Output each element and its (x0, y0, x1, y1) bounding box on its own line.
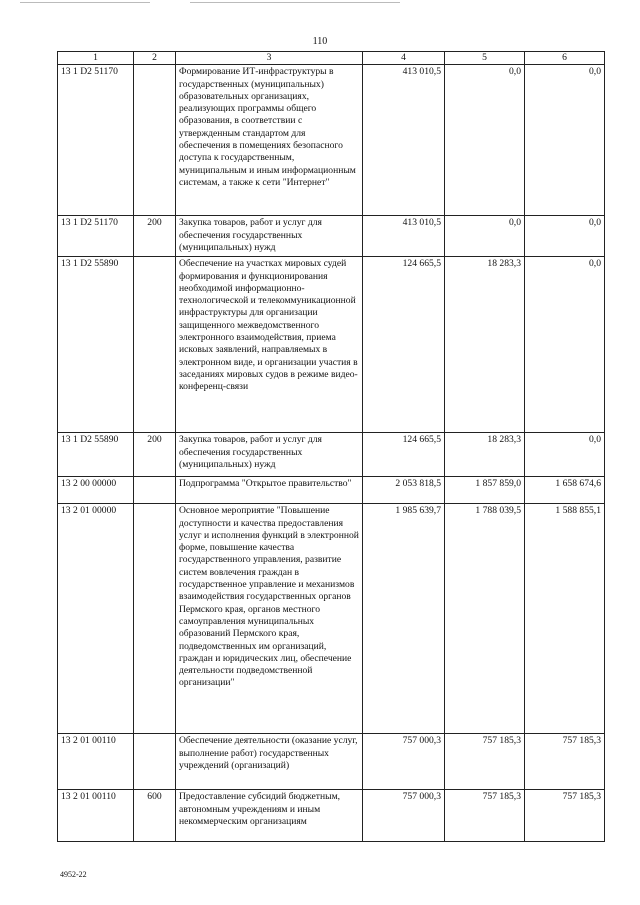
item-name-cell: Подпрограмма "Открытое правительство" (176, 477, 363, 504)
amount-year3-cell: 1 658 674,6 (525, 477, 605, 504)
item-name-cell: Обеспечение на участках мировых судей формирования и функционирования необходимой информационно-технологической и телекоммуникационной инфраструктуры для организации защищенного межведомственного электронного взаимодействия, приема исковых заявлений, направляемых в электронном виде, и организации участия в заседаниях мировых судов в режиме видео-конференц-связи (176, 257, 363, 433)
amount-year2-cell: 0,0 (445, 65, 525, 216)
table-row (58, 734, 605, 790)
col-header-1: 1 (58, 52, 134, 65)
item-name-cell: Предоставление субсидий бюджетным, автономным учреждениям и иным некоммерческим организациям (176, 790, 363, 842)
expense-type-cell (134, 257, 176, 433)
amount-year3-cell: 757 185,3 (525, 734, 605, 790)
amount-year3-cell: 0,0 (525, 216, 605, 257)
amount-year1-cell: 1 985 639,7 (363, 504, 445, 734)
col-header-3: 3 (176, 52, 363, 65)
target-code-cell: 13 1 D2 51170 (58, 65, 134, 216)
amount-year2-cell: 757 185,3 (445, 790, 525, 842)
table-row (58, 257, 605, 433)
page-number: 110 (312, 36, 328, 47)
amount-year2-cell: 1 788 039,5 (445, 504, 525, 734)
target-code-cell: 13 1 D2 51170 (58, 216, 134, 257)
amount-year3-cell: 1 588 855,1 (525, 504, 605, 734)
col-header-4: 4 (363, 52, 445, 65)
amount-year3-cell: 0,0 (525, 65, 605, 216)
table-row (58, 216, 605, 257)
target-code-cell: 13 2 01 00110 (58, 734, 134, 790)
amount-year1-cell: 757 000,3 (363, 734, 445, 790)
amount-year3-cell: 0,0 (525, 257, 605, 433)
target-code-cell: 13 1 D2 55890 (58, 433, 134, 477)
target-code-cell: 13 1 D2 55890 (58, 257, 134, 433)
item-name-cell: Закупка товаров, работ и услуг для обеспечения государственных (муниципальных) нужд (176, 433, 363, 477)
amount-year3-cell: 0,0 (525, 433, 605, 477)
amount-year1-cell: 2 053 818,5 (363, 477, 445, 504)
item-name-cell: Основное мероприятие "Повышение доступности и качества предоставления услуг и исполнения функций в электронной форме, повышение качества государственного управления, развитие систем вовлечения граждан в государственное управление и механизмов взаимодействия государственных органов Пермского края, органов местного самоуправления муниципальных образований Пермского края, подведомственных им организаций, граждан и юридических лиц, обеспечение деятельности подведомственной организации" (176, 504, 363, 734)
column-number-row (58, 52, 605, 65)
scan-crop-mark (190, 2, 400, 3)
amount-year2-cell: 18 283,3 (445, 257, 525, 433)
expense-type-cell (134, 734, 176, 790)
col-header-2: 2 (134, 52, 176, 65)
amount-year2-cell: 0,0 (445, 216, 525, 257)
expense-type-cell (134, 65, 176, 216)
col-header-5: 5 (445, 52, 525, 65)
expense-type-cell: 200 (134, 216, 176, 257)
expense-type-cell: 200 (134, 433, 176, 477)
table-row (58, 790, 605, 842)
table-row (58, 433, 605, 477)
target-code-cell: 13 2 01 00110 (58, 790, 134, 842)
amount-year1-cell: 413 010,5 (363, 216, 445, 257)
target-code-cell: 13 2 00 00000 (58, 477, 134, 504)
amount-year1-cell: 124 665,5 (363, 257, 445, 433)
document-footer-code: 4952-22 (60, 870, 87, 879)
table-row (58, 477, 605, 504)
table-row (58, 504, 605, 734)
target-code-cell: 13 2 01 00000 (58, 504, 134, 734)
table-row (58, 65, 605, 216)
expense-type-cell (134, 477, 176, 504)
amount-year2-cell: 1 857 859,0 (445, 477, 525, 504)
col-header-6: 6 (525, 52, 605, 65)
item-name-cell: Закупка товаров, работ и услуг для обеспечения государственных (муниципальных) нужд (176, 216, 363, 257)
expense-type-cell: 600 (134, 790, 176, 842)
budget-table (57, 51, 605, 842)
amount-year3-cell: 757 185,3 (525, 790, 605, 842)
scan-crop-mark (20, 2, 150, 3)
expense-type-cell (134, 504, 176, 734)
amount-year1-cell: 757 000,3 (363, 790, 445, 842)
amount-year2-cell: 18 283,3 (445, 433, 525, 477)
amount-year2-cell: 757 185,3 (445, 734, 525, 790)
amount-year1-cell: 413 010,5 (363, 65, 445, 216)
item-name-cell: Формирование ИТ-инфраструктуры в государственных (муниципальных) образовательных организациях, реализующих программы общего образования, в соответствии с утвержденным стандартом для обеспечения в помещениях безопасного доступа к государственным, муниципальным и иным информационным системам, а также к сети "Интернет" (176, 65, 363, 216)
item-name-cell: Обеспечение деятельности (оказание услуг, выполнение работ) государственных учреждений (организаций) (176, 734, 363, 790)
amount-year1-cell: 124 665,5 (363, 433, 445, 477)
